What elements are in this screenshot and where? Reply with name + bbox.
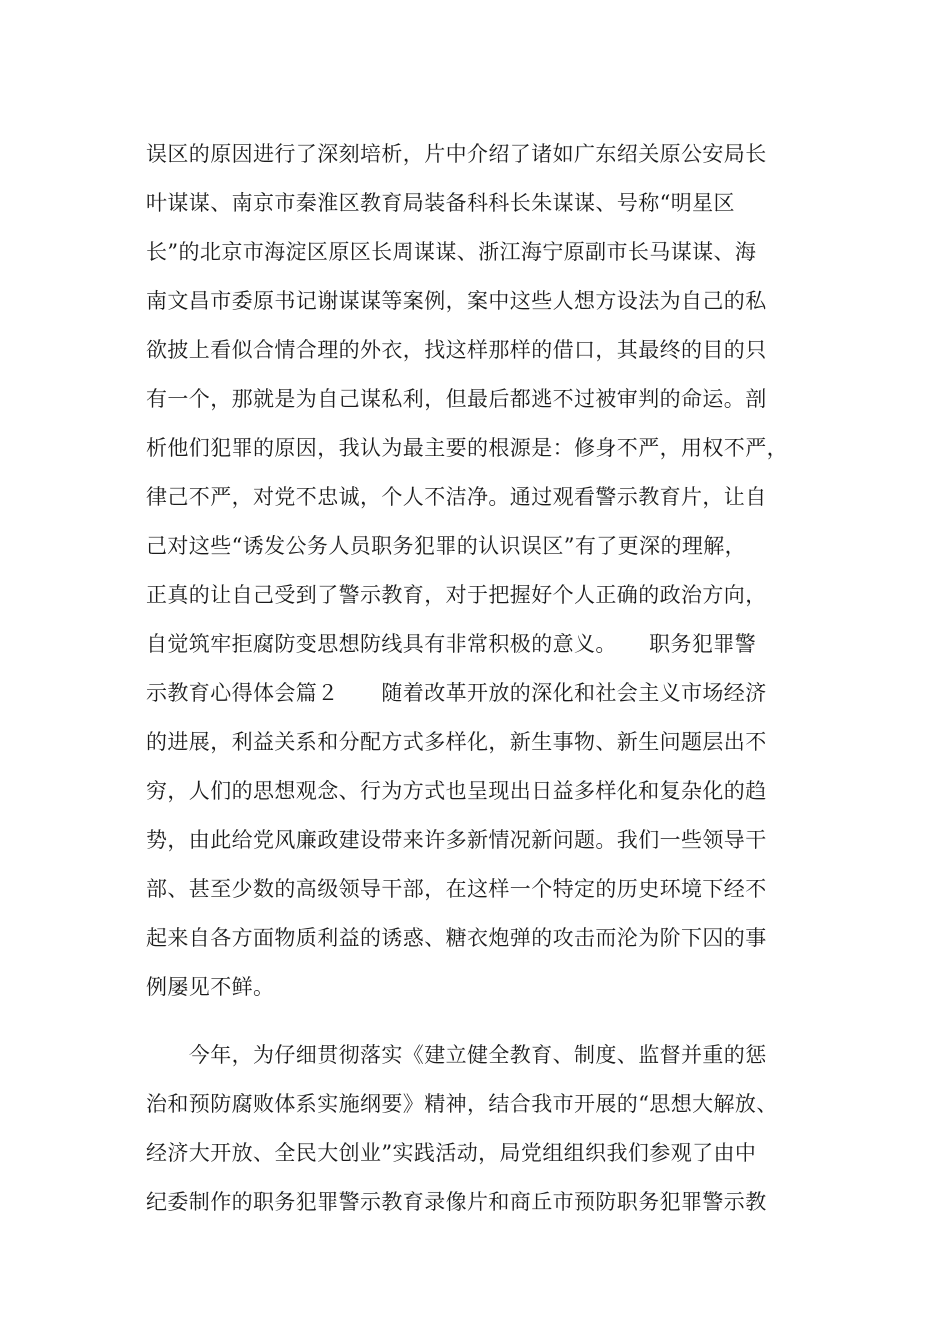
paragraph-1 <box>146 130 822 1012</box>
text-line: 欲披上看似合情合理的外衣，找这样那样的借口，其最终的目的只 <box>146 338 767 362</box>
text-line: 己对这些“诱发公务人员职务犯罪的认识误区”有了更深的理解， <box>146 534 747 558</box>
text-line: 治和预防腐败体系实施纲要》精神，结合我市开展的“思想大解放、 <box>146 1092 778 1116</box>
text-line: 部、甚至少数的高级领导干部，在这样一个特定的历史环境下经不 <box>146 877 767 901</box>
text-line: 长”的北京市海淀区原区长周谋谋、浙江海宁原副市长马谋谋、海 <box>146 240 757 264</box>
text-line: 叶谋谋、南京市秦淮区教育局装备科科长朱谋谋、号称“明星区 <box>146 191 735 215</box>
text-line: 示教育心得体会篇２ 随着改革开放的深化和社会主义市场经济 <box>146 681 767 705</box>
text-line: 误区的原因进行了深刻培析，片中介绍了诸如广东绍关原公安局长 <box>146 142 767 166</box>
text-line: 南文昌市委原书记谢谋谋等案例，案中这些人想方设法为自己的私 <box>146 289 767 313</box>
text-line: 的进展，利益关系和分配方式多样化，新生事物、新生问题层出不 <box>146 730 767 754</box>
text-line: 穷，人们的思想观念、行为方式也呈现出日益多样化和复杂化的趋 <box>146 779 767 803</box>
text-line: 今年，为仔细贯彻落实《建立健全教育、制度、监督并重的惩 <box>146 1043 767 1067</box>
text-line: 自觉筑牢拒腐防变思想防线具有非常积极的意义。 职务犯罪警 <box>146 632 757 656</box>
text-line: 经济大开放、全民大创业”实践活动，局党组组织我们参观了由中 <box>146 1141 757 1165</box>
text-line: 律己不严，对党不忠诚，个人不洁净。通过观看警示教育片，让自 <box>146 485 767 509</box>
text-line: 正真的让自己受到了警示教育，对于把握好个人正确的政治方向， <box>146 583 767 607</box>
text-line: 纪委制作的职务犯罪警示教育录像片和商丘市预防职务犯罪警示教 <box>146 1190 767 1214</box>
text-line: 析他们犯罪的原因，我认为最主要的根源是：修身不严，用权不严， <box>146 436 788 460</box>
text-line: 例屡见不鲜。 <box>146 975 275 999</box>
text-line: 起来自各方面物质利益的诱惑、糖衣炮弹的攻击而沦为阶下囚的事 <box>146 926 767 950</box>
paragraph-2 <box>146 1031 822 1227</box>
text-line: 势，由此给党风廉政建设带来许多新情况新问题。我们一些领导干 <box>146 828 767 852</box>
text-line: 有一个，那就是为自己谋私利，但最后都逃不过被审判的命运。剖 <box>146 387 767 411</box>
